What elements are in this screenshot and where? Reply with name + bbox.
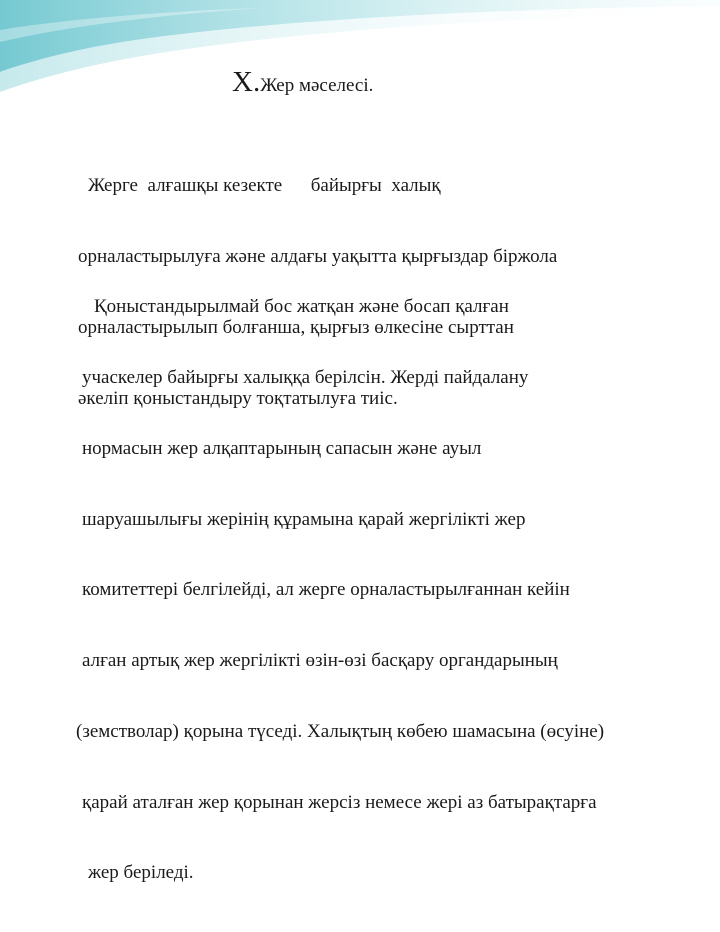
slide-title bbox=[232, 66, 373, 99]
paragraph-2-line: нормасын жер алқаптарының сапасын және ауыл bbox=[82, 437, 482, 459]
paragraph-2 bbox=[0, 248, 604, 932]
decorative-swoosh bbox=[0, 0, 720, 120]
paragraph-2-line: комитеттері белгілейді, ал жерге орналастырылғаннан кейін bbox=[82, 579, 570, 601]
paragraph-1-line: Жерге алғашқы кезекте байырғы халық bbox=[88, 175, 441, 197]
paragraph-2-line: алған артық жер жергілікті өзін-өзі басқару органдарының bbox=[82, 650, 558, 672]
paragraph-2-line: қарай аталған жер қорынан жерсіз немесе жері аз батырақтарға bbox=[82, 791, 597, 813]
paragraph-2-line: (земстволар) қорына түседі. Халықтың көбею шамасына (өсуіне) bbox=[76, 720, 605, 742]
paragraph-1-line: орналастырылуға және алдағы уақытта қырғыздар біржола bbox=[78, 245, 558, 267]
paragraph-1-line: әкеліп қоныстандыру тоқтатылуға тиіс. bbox=[78, 387, 398, 409]
paragraph-2-line: шаруашылығы жерінің құрамына қарай жергілікті жер bbox=[82, 508, 526, 530]
paragraph-2-line: жер беріледі. bbox=[88, 862, 194, 884]
paragraph-2-line: Қоныстандырылмай бос жатқан және босап қалған bbox=[94, 296, 509, 318]
title-text: Жер мәселесі. bbox=[260, 75, 374, 96]
title-numeral: X. bbox=[232, 66, 261, 98]
paragraph-2-line: учаскелер байырғы халыққа берілсін. Жерді пайдалану bbox=[82, 366, 529, 388]
paragraph-1-line: орналастырылып болғанша, қырғыз өлкесіне сырттан bbox=[78, 316, 514, 338]
